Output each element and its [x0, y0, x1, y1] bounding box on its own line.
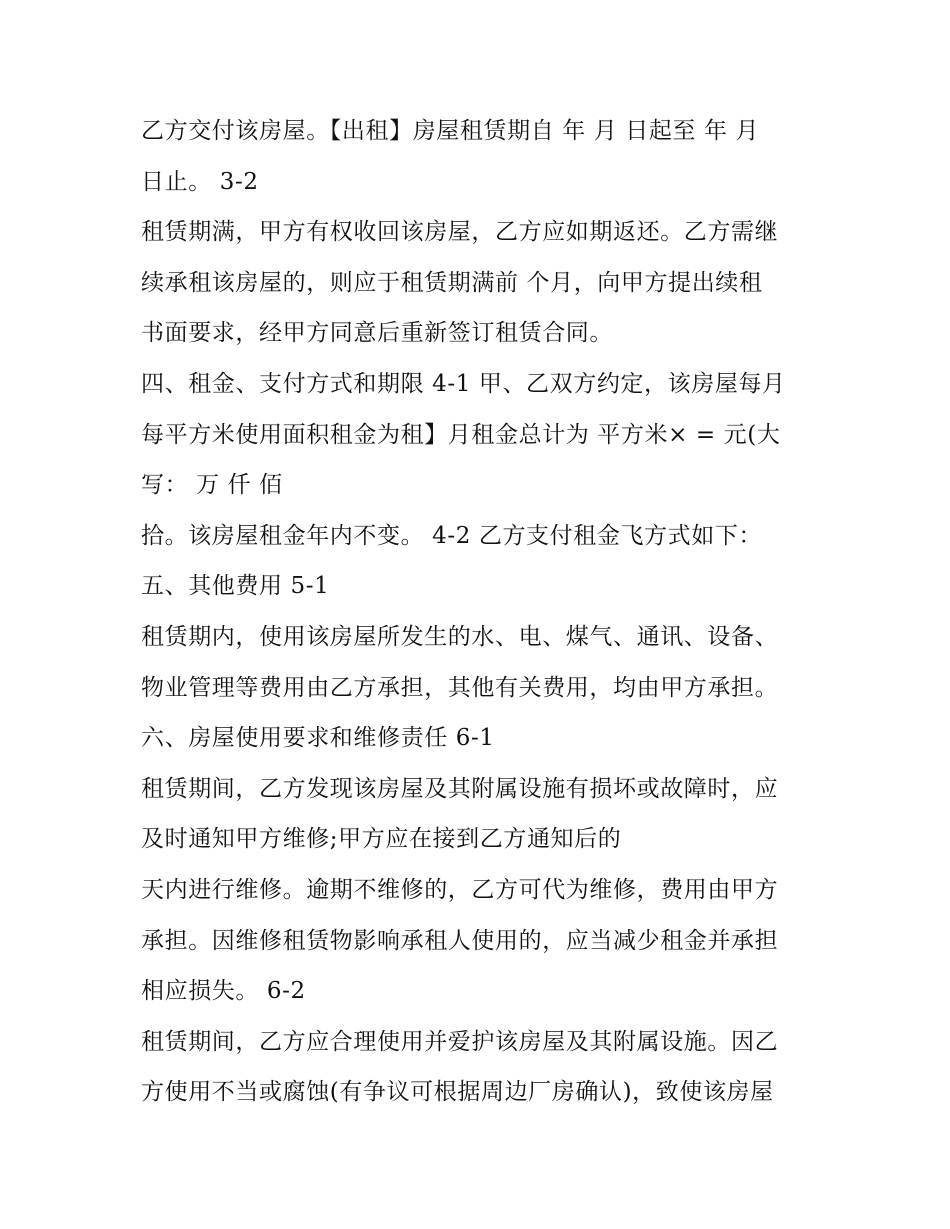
text-line-10: 五、其他费用 5-1	[141, 573, 330, 600]
document-body	[141, 106, 831, 1118]
text-line-15: 及时通知甲方维修;甲方应在接到乙方通知后的	[141, 826, 622, 853]
text-line-18: 相应损失。 6-2	[141, 978, 306, 1005]
text-line-13: 六、房屋使用要求和维修责任 6-1	[141, 725, 495, 752]
text-line-12: 物业管理等费用由乙方承担，其他有关费用，均由甲方承担。	[141, 674, 779, 701]
text-line-5: 书面要求，经甲方同意后重新签订租赁合同。	[141, 320, 613, 347]
text-line-14: 租赁期间，乙方发现该房屋及其附属设施有损坏或故障时，应	[141, 775, 779, 802]
text-line-17: 承担。因维修租赁物影响承租人使用的，应当减少租金并承担	[141, 927, 779, 954]
text-line-3: 租赁期满，甲方有权收回该房屋，乙方应如期返还。乙方需继	[141, 219, 779, 246]
text-line-1: 乙方交付该房屋。【出租】房屋租赁期自 年 月 日起至 年 月	[141, 118, 760, 144]
text-line-2: 日止。 3-2	[141, 168, 259, 195]
text-line-7: 每平方米使用面积租金为租】月租金总计为 平方米× = 元(大	[141, 421, 781, 448]
text-line-9: 拾。该房屋租金年内不变。 4-2 乙方支付租金飞方式如下：	[141, 522, 763, 549]
text-line-16: 天内进行维修。逾期不维修的，乙方可代为维修，费用由甲方	[141, 876, 779, 903]
text-line-4: 续承租该房屋的，则应于租赁期满前 个月，向甲方提出续租	[141, 269, 763, 296]
text-line-19: 租赁期间，乙方应合理使用并爱护该房屋及其附属设施。因乙	[141, 1028, 779, 1055]
text-line-6: 四、租金、支付方式和期限 4-1 甲、乙双方约定，该房屋每月	[141, 370, 786, 397]
text-line-11: 租赁期内，使用该房屋所发生的水、电、煤气、通讯、设备、	[141, 623, 779, 650]
text-line-20: 方使用不当或腐蚀(有争议可根据周边厂房确认)，致使该房屋	[141, 1079, 774, 1106]
text-line-8: 写： 万 仟 佰	[141, 472, 283, 499]
